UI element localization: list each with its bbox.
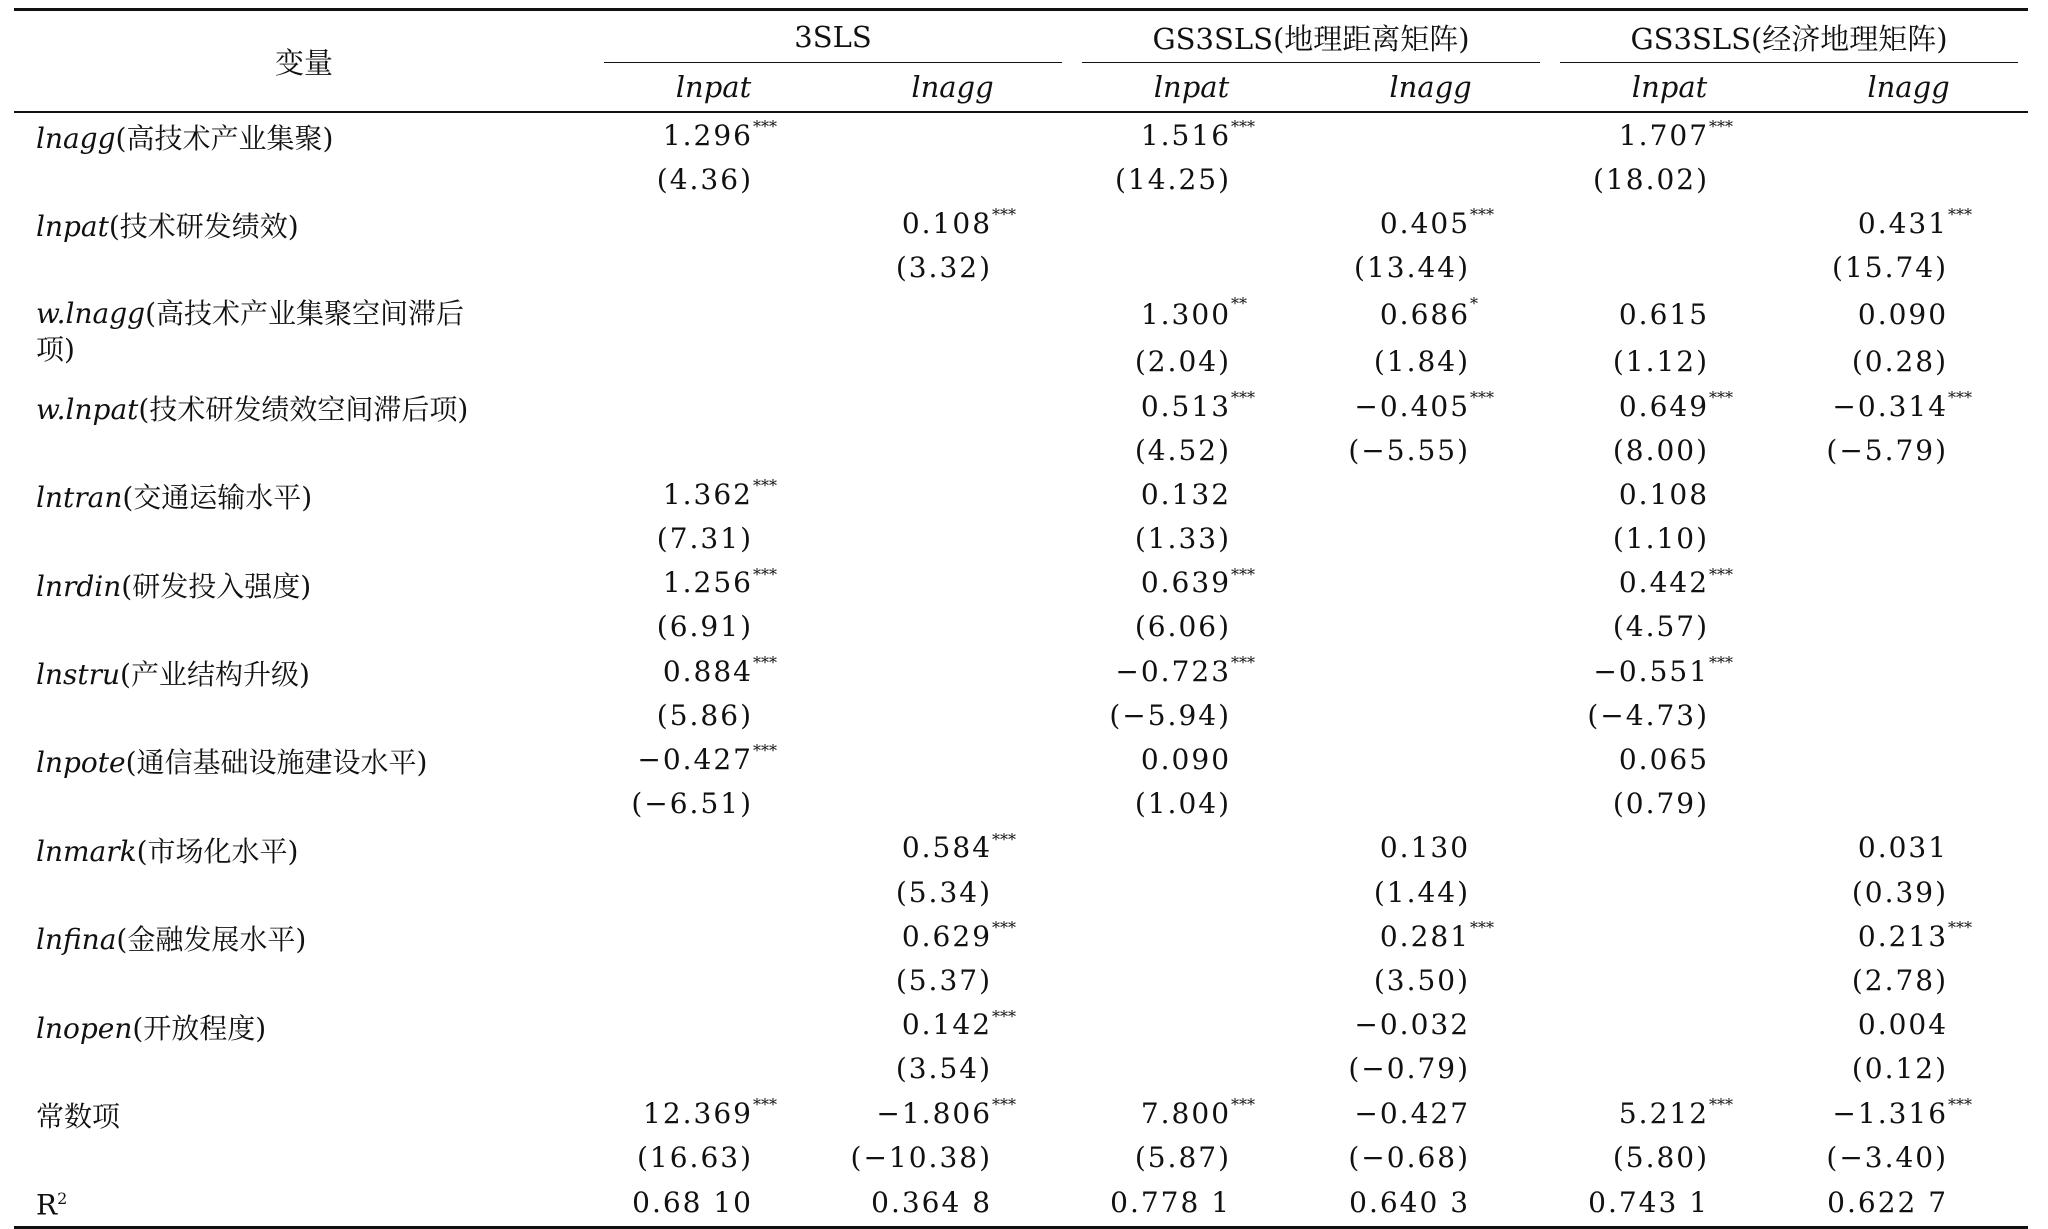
coefficient-cell (833, 112, 1072, 157)
significance-stars: ** (1231, 293, 1248, 313)
t-statistic: (6.91) (656, 610, 753, 644)
coefficient-value: 0.431 (1857, 206, 1949, 240)
table-row (14, 1003, 2028, 1047)
significance-stars: *** (992, 1006, 1017, 1026)
r-squared-row (14, 1179, 2028, 1227)
t-statistic (594, 958, 833, 1002)
variable-description: (开放程度) (132, 1011, 267, 1045)
table-row (14, 472, 2028, 516)
table-row (14, 826, 2028, 870)
coefficient-value: 0.281 (1379, 919, 1471, 953)
t-statistic: (−0.68) (1348, 1140, 1471, 1174)
coefficient-cell (1072, 649, 1311, 693)
significance-stars: *** (1709, 1094, 1734, 1114)
t-statistic (1072, 246, 1311, 290)
coefficient-value: 0.213 (1857, 919, 1949, 953)
significance-stars: *** (1231, 1094, 1256, 1114)
variable-code: lnpat (36, 210, 109, 244)
significance-stars: *** (753, 117, 777, 136)
variable-label (14, 914, 594, 1002)
t-statistic: (7.31) (656, 522, 753, 556)
t-statistic (833, 605, 1072, 649)
t-statistic: (−5.79) (1826, 433, 1949, 467)
t-statistic: (0.12) (1851, 1052, 1949, 1086)
variable-description: (技术研发绩效空间滞后项) (138, 392, 469, 426)
variable-code: lnagg (36, 122, 116, 155)
coefficient-cell (1311, 914, 1550, 958)
t-statistic (833, 693, 1072, 737)
variable-code: lnstru (36, 658, 121, 692)
coefficient-value: 0.442 (1618, 566, 1710, 600)
coefficient-value: 1.256 (662, 566, 753, 600)
coefficient-value: −0.427 (1354, 1096, 1471, 1130)
variable-label (14, 561, 594, 649)
coefficient-cell (1311, 112, 1550, 157)
variable-header: 变量 (14, 10, 594, 113)
coefficient-cell (594, 737, 833, 781)
significance-stars: *** (1948, 918, 1973, 938)
coefficient-cell (1550, 472, 1789, 516)
coefficient-cell (1789, 1091, 2028, 1135)
significance-stars: *** (1709, 564, 1734, 584)
significance-stars: *** (992, 918, 1017, 938)
group-header-label: GS3SLS(经济地理矩阵) (1630, 21, 1948, 56)
variable-label (14, 112, 594, 201)
t-statistic (1550, 246, 1789, 290)
coefficient-cell (594, 649, 833, 693)
coefficient-cell (1311, 737, 1550, 781)
coefficient-value: 0.142 (901, 1008, 993, 1042)
t-statistic: (6.06) (1134, 610, 1232, 644)
coefficient-cell (1072, 201, 1311, 245)
t-statistic: (−10.38) (850, 1140, 993, 1174)
coefficient-cell (1789, 472, 2028, 516)
significance-stars: *** (1231, 653, 1256, 673)
r-squared-letter: R (36, 1188, 58, 1222)
coefficient-cell (833, 914, 1072, 958)
t-statistic (1311, 693, 1550, 737)
t-statistic: (1.12) (1612, 345, 1710, 379)
variable-description: (市场化水平) (136, 834, 299, 868)
r-squared-value: 0.622 7 (1789, 1179, 2028, 1227)
variable-description: (技术研发绩效) (108, 210, 299, 244)
r-squared-value: 0.640 3 (1311, 1179, 1550, 1227)
coefficient-cell (1550, 914, 1789, 958)
table-row (14, 112, 2028, 157)
coefficient-cell (833, 384, 1072, 428)
t-statistic (833, 782, 1072, 826)
t-statistic (1311, 605, 1550, 649)
group-header-3sls (594, 10, 1072, 64)
variable-label (14, 826, 594, 914)
coefficient-cell (594, 1003, 833, 1047)
t-statistic: (−6.51) (631, 787, 753, 821)
variable-code: lnrdin (36, 569, 122, 603)
variable-label (14, 1091, 594, 1179)
coefficient-cell (833, 290, 1072, 340)
t-statistic: (5.87) (1134, 1140, 1232, 1174)
coefficient-value: −0.405 (1354, 389, 1471, 423)
coefficient-cell (1550, 290, 1789, 340)
variable-label (14, 384, 594, 472)
variable-label (14, 201, 594, 289)
coefficient-cell (1311, 649, 1550, 693)
coefficient-cell (1789, 112, 2028, 157)
coefficient-cell (1072, 384, 1311, 428)
coefficient-cell (1311, 1003, 1550, 1047)
coefficient-cell (1550, 112, 1789, 157)
t-statistic (594, 428, 833, 472)
t-statistic: (8.00) (1612, 433, 1710, 467)
t-statistic: (1.84) (1373, 345, 1471, 379)
t-statistic: (−5.94) (1109, 698, 1232, 732)
t-statistic (833, 517, 1072, 561)
coefficient-cell (1311, 290, 1550, 340)
t-statistic (833, 157, 1072, 201)
significance-stars: *** (753, 564, 777, 584)
coefficient-cell (1550, 1003, 1789, 1047)
t-statistic (833, 428, 1072, 472)
significance-stars: *** (1231, 564, 1256, 584)
coefficient-value: 0.132 (1140, 477, 1232, 511)
r-squared-value: 0.743 1 (1550, 1179, 1789, 1227)
coefficient-value: 0.584 (901, 831, 993, 865)
t-statistic: (3.50) (1373, 963, 1471, 997)
r-squared-value: 0.778 1 (1072, 1179, 1311, 1227)
coefficient-cell (1072, 290, 1311, 340)
coefficient-value: 0.649 (1618, 389, 1710, 423)
subheader: lnagg (833, 63, 1072, 112)
significance-stars: *** (992, 1094, 1017, 1114)
t-statistic (1789, 693, 2028, 737)
coefficient-cell (1789, 1003, 2028, 1047)
coefficient-cell (833, 649, 1072, 693)
t-statistic: (5.37) (895, 963, 993, 997)
coefficient-cell (833, 737, 1072, 781)
table-body (14, 112, 2028, 1227)
t-statistic (1550, 958, 1789, 1002)
t-statistic (1072, 1047, 1311, 1091)
coefficient-value: 0.065 (1618, 743, 1710, 777)
coefficient-cell (594, 384, 833, 428)
significance-stars: *** (1470, 205, 1495, 225)
group-header-label: GS3SLS(地理距离矩阵) (1152, 21, 1470, 56)
t-statistic (1072, 958, 1311, 1002)
t-statistic: (0.39) (1851, 875, 1949, 909)
variable-code: lntran (36, 481, 123, 515)
coefficient-cell (1072, 914, 1311, 958)
significance-stars: *** (1948, 387, 1973, 407)
coefficient-value: −0.032 (1354, 1008, 1471, 1042)
coefficient-value: 5.212 (1618, 1096, 1710, 1130)
coefficient-value: 1.516 (1140, 118, 1232, 152)
coefficient-cell (1072, 1003, 1311, 1047)
coefficient-cell (1311, 472, 1550, 516)
group-header-gs3sls-economic (1550, 10, 2028, 64)
variable-label (14, 290, 594, 384)
t-statistic (594, 246, 833, 290)
variable-description: (高技术产业集聚空间滞后项) (36, 296, 465, 366)
regression-table (14, 8, 2028, 1229)
variable-code: lnopen (36, 1011, 133, 1045)
significance-stars: *** (1709, 387, 1734, 407)
t-statistic: (5.34) (895, 875, 993, 909)
significance-stars: *** (753, 653, 777, 673)
r-squared-exponent: 2 (57, 1189, 68, 1209)
coefficient-value: −0.314 (1832, 389, 1949, 423)
coefficient-cell (1789, 914, 2028, 958)
variable-code: lnfina (36, 923, 117, 957)
variable-label (14, 649, 594, 737)
t-statistic (594, 1047, 833, 1091)
t-statistic (594, 340, 833, 384)
coefficient-cell (1789, 201, 2028, 245)
coefficient-cell (1072, 737, 1311, 781)
table-header (14, 10, 2028, 113)
variable-description: (研发投入强度) (121, 569, 312, 603)
coefficient-cell (1072, 826, 1311, 870)
t-statistic: (2.04) (1134, 345, 1232, 379)
coefficient-value: 0.639 (1140, 566, 1232, 600)
coefficient-cell (1789, 737, 2028, 781)
variable-code: w.lnpat (36, 392, 139, 426)
coefficient-value: 0.004 (1857, 1008, 1949, 1042)
subheader: lnagg (1311, 63, 1550, 112)
significance-stars: *** (753, 1094, 777, 1114)
t-statistic: (5.80) (1612, 1140, 1710, 1174)
significance-stars: *** (753, 741, 777, 761)
significance-stars: *** (1709, 117, 1734, 136)
coefficient-value: 0.108 (1618, 477, 1710, 511)
coefficient-value: −0.427 (637, 743, 753, 777)
coefficient-cell (1550, 649, 1789, 693)
table-row (14, 290, 2028, 340)
coefficient-value: −0.551 (1593, 654, 1710, 688)
variable-description: 常数项 (36, 1099, 121, 1133)
t-statistic (1311, 782, 1550, 826)
coefficient-value: −0.723 (1115, 654, 1232, 688)
coefficient-cell (1072, 472, 1311, 516)
coefficient-cell (1789, 561, 2028, 605)
t-statistic: (−5.55) (1348, 433, 1471, 467)
t-statistic (1789, 517, 2028, 561)
subheader: lnpat (1550, 63, 1789, 112)
coefficient-cell (1789, 384, 2028, 428)
variable-description: (金融发展水平) (116, 923, 307, 957)
coefficient-value: 7.800 (1140, 1096, 1232, 1130)
t-statistic: (14.25) (1115, 162, 1232, 196)
t-statistic: (−3.40) (1826, 1140, 1949, 1174)
coefficient-cell (1311, 826, 1550, 870)
coefficient-value: 0.615 (1618, 298, 1710, 332)
t-statistic: (−0.79) (1348, 1052, 1471, 1086)
coefficient-cell (833, 1091, 1072, 1135)
variable-description: (产业结构升级) (120, 658, 310, 692)
t-statistic (1789, 782, 2028, 826)
coefficient-value: 0.090 (1857, 298, 1949, 332)
variable-description: (交通运输水平) (122, 481, 313, 515)
coefficient-value: −1.806 (876, 1096, 993, 1130)
t-statistic: (1.33) (1134, 522, 1232, 556)
coefficient-value: −1.316 (1832, 1096, 1949, 1130)
table-row (14, 914, 2028, 958)
significance-stars: *** (1231, 117, 1256, 136)
significance-stars: *** (992, 205, 1017, 225)
r-squared-value: 0.68 10 (594, 1179, 833, 1227)
coefficient-cell (1072, 1091, 1311, 1135)
coefficient-cell (833, 561, 1072, 605)
table-row (14, 201, 2028, 245)
significance-stars: *** (992, 829, 1017, 849)
variable-label (14, 737, 594, 825)
t-statistic: (16.63) (636, 1140, 753, 1174)
coefficient-value: 0.884 (662, 654, 753, 688)
t-statistic (1789, 605, 2028, 649)
t-statistic: (4.57) (1612, 610, 1710, 644)
t-statistic (1311, 517, 1550, 561)
t-statistic: (4.36) (656, 162, 753, 196)
significance-stars: *** (1709, 653, 1734, 673)
t-statistic: (3.32) (895, 251, 993, 285)
coefficient-cell (594, 472, 833, 516)
t-statistic (1072, 870, 1311, 914)
coefficient-cell (594, 914, 833, 958)
t-statistic: (−4.73) (1587, 698, 1710, 732)
subheader: lnpat (594, 63, 833, 112)
coefficient-value: 1.362 (662, 477, 753, 511)
coefficient-cell (1550, 737, 1789, 781)
t-statistic: (18.02) (1593, 162, 1710, 196)
t-statistic (833, 340, 1072, 384)
coefficient-cell (1550, 826, 1789, 870)
coefficient-value: 12.369 (643, 1096, 753, 1130)
coefficient-cell (594, 201, 833, 245)
subheader: lnagg (1789, 63, 2028, 112)
table-row (14, 1091, 2028, 1135)
t-statistic: (3.54) (895, 1052, 993, 1086)
coefficient-value: 0.031 (1857, 831, 1949, 865)
coefficient-value: 1.300 (1140, 298, 1232, 332)
t-statistic: (1.10) (1612, 522, 1710, 556)
group-header-label: 3SLS (794, 20, 872, 54)
t-statistic (1550, 1047, 1789, 1091)
significance-stars: *** (1231, 387, 1256, 407)
t-statistic: (15.74) (1832, 251, 1949, 285)
coefficient-value: 0.108 (901, 206, 993, 240)
variable-description: (通信基础设施建设水平) (125, 746, 428, 780)
coefficient-cell (594, 826, 833, 870)
coefficient-cell (833, 472, 1072, 516)
t-statistic: (1.04) (1134, 787, 1232, 821)
coefficient-cell (833, 201, 1072, 245)
coefficient-cell (1789, 290, 2028, 340)
coefficient-cell (1311, 201, 1550, 245)
significance-stars: * (1470, 293, 1479, 313)
variable-code: lnmark (36, 834, 137, 868)
group-header-gs3sls-distance (1072, 10, 1550, 64)
t-statistic (594, 870, 833, 914)
t-statistic: (2.78) (1851, 963, 1949, 997)
significance-stars: *** (753, 476, 777, 496)
coefficient-cell (1072, 112, 1311, 157)
table-row (14, 649, 2028, 693)
coefficient-cell (1550, 384, 1789, 428)
coefficient-value: 0.090 (1140, 743, 1232, 777)
t-statistic: (0.28) (1851, 345, 1949, 379)
r-squared-label (14, 1179, 594, 1227)
significance-stars: *** (1948, 205, 1973, 225)
coefficient-value: 0.629 (901, 919, 993, 953)
subheader: lnpat (1072, 63, 1311, 112)
significance-stars: *** (1470, 918, 1495, 938)
coefficient-cell (1789, 649, 2028, 693)
coefficient-cell (594, 112, 833, 157)
r-squared-value: 0.364 8 (833, 1179, 1072, 1227)
coefficient-cell (594, 290, 833, 340)
coefficient-cell (594, 561, 833, 605)
coefficient-cell (1311, 561, 1550, 605)
variable-code: w.lnagg (36, 296, 146, 330)
table-row (14, 737, 2028, 781)
coefficient-value: 0.405 (1379, 206, 1471, 240)
coefficient-value: 0.130 (1379, 831, 1471, 865)
t-statistic: (4.52) (1134, 433, 1232, 467)
coefficient-cell (1550, 561, 1789, 605)
table-row (14, 384, 2028, 428)
t-statistic: (13.44) (1354, 251, 1471, 285)
significance-stars: *** (1470, 387, 1495, 407)
coefficient-cell (1311, 384, 1550, 428)
coefficient-cell (1550, 1091, 1789, 1135)
table-row (14, 561, 2028, 605)
variable-label (14, 1003, 594, 1091)
variable-description: (高技术产业集聚) (115, 122, 334, 155)
coefficient-cell (1072, 561, 1311, 605)
coefficient-cell (1311, 1091, 1550, 1135)
t-statistic: (1.44) (1373, 875, 1471, 909)
coefficient-value: 0.686 (1379, 298, 1471, 332)
t-statistic: (0.79) (1612, 787, 1710, 821)
coefficient-value: 1.296 (662, 118, 753, 152)
variable-code: lnpote (36, 746, 126, 780)
variable-label (14, 472, 594, 560)
t-statistic (1311, 157, 1550, 201)
t-statistic (1550, 870, 1789, 914)
significance-stars: *** (1948, 1094, 1973, 1114)
t-statistic: (5.86) (656, 698, 753, 732)
regression-table-container (14, 8, 2028, 1229)
coefficient-cell (1789, 826, 2028, 870)
coefficient-cell (833, 1003, 1072, 1047)
coefficient-cell (594, 1091, 833, 1135)
coefficient-cell (833, 826, 1072, 870)
t-statistic (1789, 157, 2028, 201)
coefficient-cell (1550, 201, 1789, 245)
coefficient-value: 0.513 (1140, 389, 1232, 423)
coefficient-value: 1.707 (1618, 118, 1710, 152)
